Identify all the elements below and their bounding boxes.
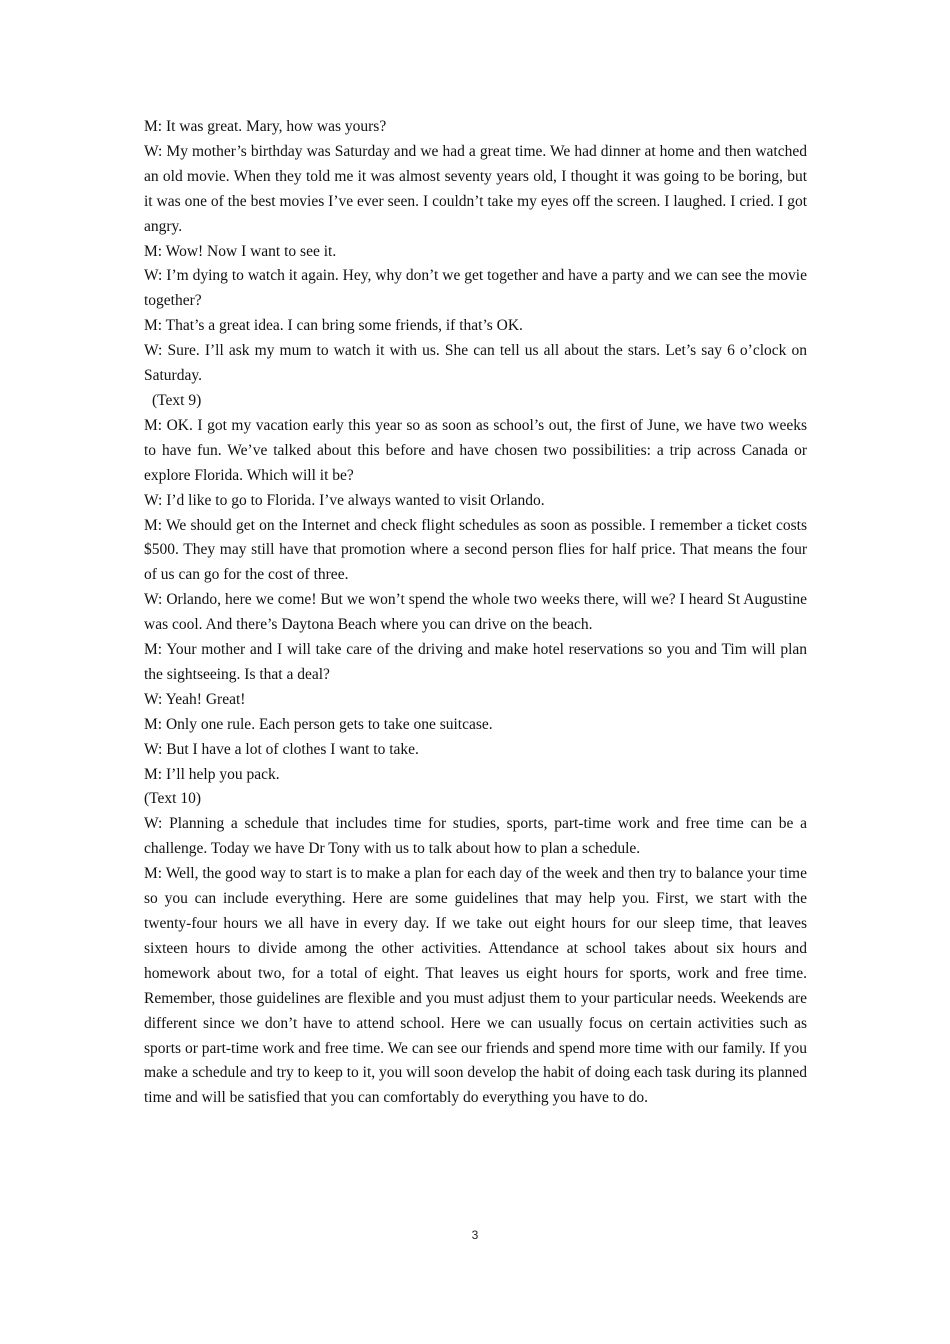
dialogue-line: W: My mother’s birthday was Saturday and we had a great time. We had dinner at home and then watched an old movie. When they told me it was almost seventy years old, I thought it was going to be boring, but it was one of the best movies I’ve ever seen. I couldn’t take my eyes off the screen. I laughed. I cried. I got angry. (144, 142, 807, 235)
page-number: 3 (471, 1228, 479, 1242)
dialogue-line: M: OK. I got my vacation early this year so as soon as school’s out, the first of June, we have two weeks to have fun. We’ve talked about this before and have chosen two possibilities: a trip across Canada or explore Florida. Which will it be? (144, 416, 807, 484)
section-label-text-10: (Text 10) (144, 790, 202, 808)
dialogue-line: W: I’m dying to watch it again. Hey, why don’t we get together and have a party and we can see the movie together? (144, 267, 807, 310)
dialogue-line: M: Wow! Now I want to see it. (144, 242, 337, 260)
dialogue-line: W: I’d like to go to Florida. I’ve always wanted to visit Orlando. (144, 491, 545, 509)
dialogue-line: M: Well, the good way to start is to make a plan for each day of the week and then try to balance your time so you can include everything. Here are some guidelines that may help you. First, we start with the twenty-four hours we all have in every day. If we take out eight hours for our sleep time, that leaves sixteen hours to divide among the other activities. Attendance at school takes about six hours and homework about two, for a total of eight. That leaves us eight hours for sports, work and free time. Remember, those guidelines are flexible and you must adjust them to your particular needs. Weekends are different since we don’t have to attend school. Here we can usually focus on certain activities such as sports or part-time work and free time. We can see our friends and spend more time with our family. If you make a schedule and try to keep to it, you will soon develop the habit of doing each task during its planned time and will be satisfied that you can comfortably do everything you have to do. (144, 865, 807, 1107)
dialogue-line: W: But I have a lot of clothes I want to take. (144, 740, 419, 758)
dialogue-line: M: That’s a great idea. I can bring some friends, if that’s OK. (144, 317, 523, 335)
dialogue-line: W: Yeah! Great! (144, 690, 246, 708)
section-label-text-9: (Text 9) (152, 391, 202, 409)
transcript-body (144, 115, 807, 1111)
dialogue-line: M: It was great. Mary, how was yours? (144, 118, 387, 135)
dialogue-line: M: We should get on the Internet and check flight schedules as soon as possible. I remember a ticket costs $500. They may still have that promotion where a second person flies for half price. That means the four of us can go for the cost of three. (144, 516, 807, 584)
dialogue-line: W: Sure. I’ll ask my mum to watch it with us. She can tell us all about the stars. Let’s say 6 o’clock on Saturday. (144, 342, 807, 385)
dialogue-line: W: Planning a schedule that includes time for studies, sports, part-time work and free time can be a challenge. Today we have Dr Tony with us to talk about how to plan a schedule. (144, 815, 807, 858)
dialogue-line: M: I’ll help you pack. (144, 765, 280, 783)
dialogue-line: M: Your mother and I will take care of the driving and make hotel reservations so you and Tim will plan the sightseeing. Is that a deal? (144, 641, 807, 683)
dialogue-line: W: Orlando, here we come! But we won’t spend the whole two weeks there, will we? I heard St Augustine was cool. And there’s Daytona Beach where you can drive on the beach. (144, 591, 807, 634)
dialogue-line: M: Only one rule. Each person gets to take one suitcase. (144, 715, 493, 733)
